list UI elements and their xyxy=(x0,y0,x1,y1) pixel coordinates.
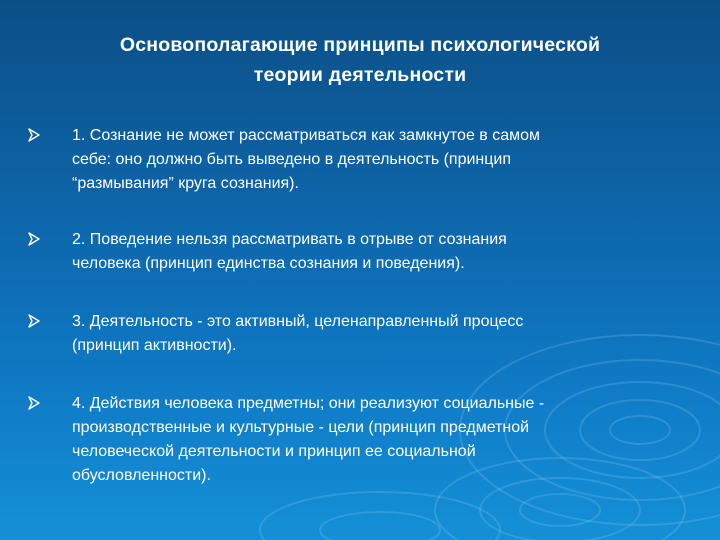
text-line: производственные и культурные - цели (принцип предметной xyxy=(72,419,530,436)
title-line: Основополагающие принципы психологической xyxy=(119,34,601,56)
arrowhead-bullet-icon xyxy=(28,396,40,410)
text-line: (принцип активности). xyxy=(72,337,237,354)
arrowhead-bullet-icon xyxy=(28,314,40,328)
arrowhead-bullet-icon xyxy=(28,128,40,142)
list-item-text xyxy=(72,310,684,358)
list-item-text xyxy=(72,228,684,276)
arrowhead-bullet-icon xyxy=(28,232,40,246)
text-line: “размывания” круга сознания). xyxy=(72,175,299,192)
list-item-text xyxy=(72,124,684,196)
title-line: теории деятельности xyxy=(253,64,467,86)
text-line: 1. Сознание не может рассматриваться как замкнутое в самом xyxy=(72,127,541,144)
text-line: человека (принцип единства сознания и поведения). xyxy=(72,255,465,272)
text-line: обусловленности). xyxy=(72,467,211,484)
list-item-text xyxy=(72,392,684,488)
text-line: себе: оно должно быть выведено в деятельность (принцип xyxy=(72,151,512,168)
text-line: человеческой деятельности и принцип ее социальной xyxy=(72,443,476,460)
text-line: 4. Действия человека предметны; они реализуют социальные - xyxy=(72,395,545,412)
slide-title xyxy=(40,30,680,90)
text-line: 2. Поведение нельзя рассматривать в отрыве от сознания xyxy=(72,231,507,248)
text-line: 3. Деятельность - это активный, целенаправленный процесс xyxy=(72,313,524,330)
